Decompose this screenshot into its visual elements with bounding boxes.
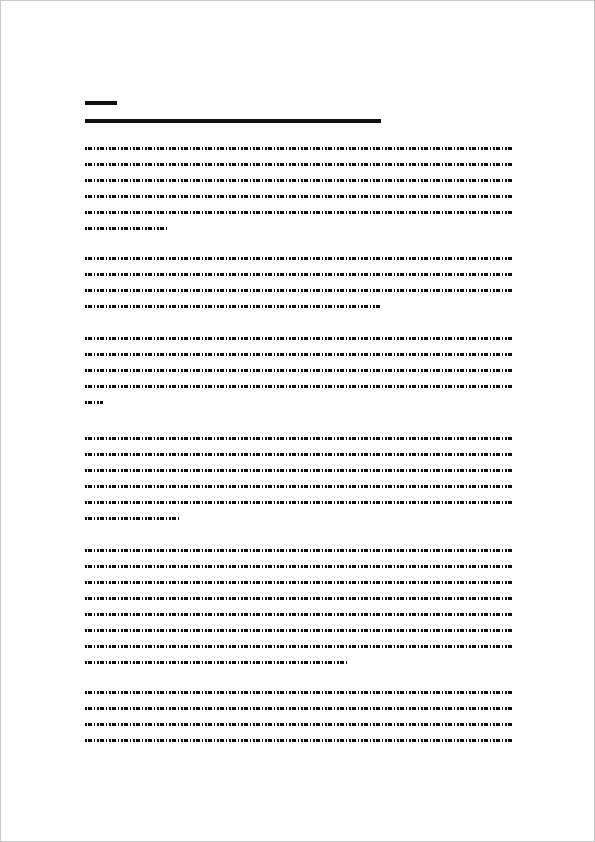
paragraph [85, 691, 513, 755]
text-line [85, 485, 513, 488]
paragraph [85, 147, 513, 243]
text-line [85, 453, 513, 456]
text-line [85, 227, 169, 230]
text-line [85, 723, 513, 726]
paragraph [85, 549, 513, 677]
text-line [85, 629, 513, 632]
text-line [85, 469, 513, 472]
text-line [85, 353, 513, 356]
text-line [85, 337, 513, 340]
paragraph [85, 257, 513, 321]
text-line [85, 517, 181, 520]
text-line [85, 179, 513, 182]
text-line [85, 163, 513, 166]
text-line [85, 739, 513, 742]
text-line [85, 597, 513, 600]
paragraph [85, 337, 513, 417]
text-line [85, 369, 513, 372]
text-line [85, 645, 513, 648]
text-line [85, 501, 513, 504]
text-line [85, 257, 513, 260]
text-line [85, 661, 349, 664]
text-line [85, 289, 513, 292]
text-line [85, 707, 513, 710]
text-line [85, 273, 513, 276]
text-line [85, 211, 513, 214]
text-line [85, 305, 381, 308]
paragraph [85, 437, 513, 533]
document-header-title [85, 119, 381, 123]
text-line [85, 401, 103, 404]
text-line [85, 691, 513, 694]
text-line [85, 195, 513, 198]
text-line [85, 613, 513, 616]
text-line [85, 581, 513, 584]
text-line [85, 147, 513, 150]
text-line [85, 565, 513, 568]
text-line [85, 437, 513, 440]
document-header-label [85, 101, 117, 105]
text-line [85, 549, 513, 552]
text-line [85, 385, 513, 388]
